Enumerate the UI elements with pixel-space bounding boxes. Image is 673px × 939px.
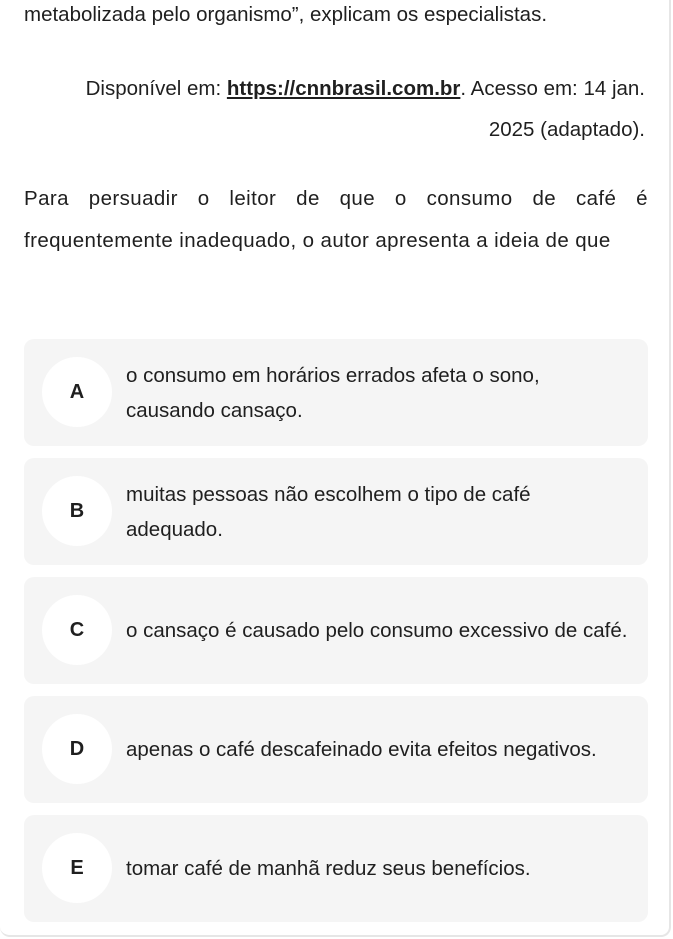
option-a[interactable]	[24, 339, 648, 446]
passage-text: metabolizada pelo organismo”, explicam os especialistas.	[24, 3, 548, 26]
source-link[interactable]: https://cnnbrasil.com.br	[226, 77, 461, 100]
option-letter: C	[42, 595, 112, 665]
option-letter: A	[42, 357, 112, 427]
option-text: o consumo em horários errados afeta o sono, causando cansaço.	[126, 363, 540, 422]
question-prompt: Para persuadir o leitor de que o consumo de café é frequentemente inadequado, o autor apresenta a ideia de que	[24, 187, 648, 252]
option-d[interactable]	[24, 696, 648, 803]
option-letter: D	[42, 714, 112, 784]
source-citation	[45, 68, 645, 150]
source-suffix: . Acesso em: 14 jan. 2025 (adaptado).	[460, 77, 645, 141]
option-text: apenas o café descafeinado evita efeitos negativos.	[126, 738, 597, 761]
option-c[interactable]	[24, 577, 648, 684]
option-b[interactable]	[24, 458, 648, 565]
option-letter: B	[42, 476, 112, 546]
option-text: tomar café de manhã reduz seus benefícios.	[126, 857, 531, 880]
option-e[interactable]	[24, 815, 648, 922]
option-letter: E	[42, 833, 112, 903]
option-text: muitas pessoas não escolhem o tipo de café adequado.	[126, 482, 531, 541]
option-text: o cansaço é causado pelo consumo excessivo de café.	[126, 619, 628, 642]
source-prefix: Disponível em:	[85, 77, 227, 100]
